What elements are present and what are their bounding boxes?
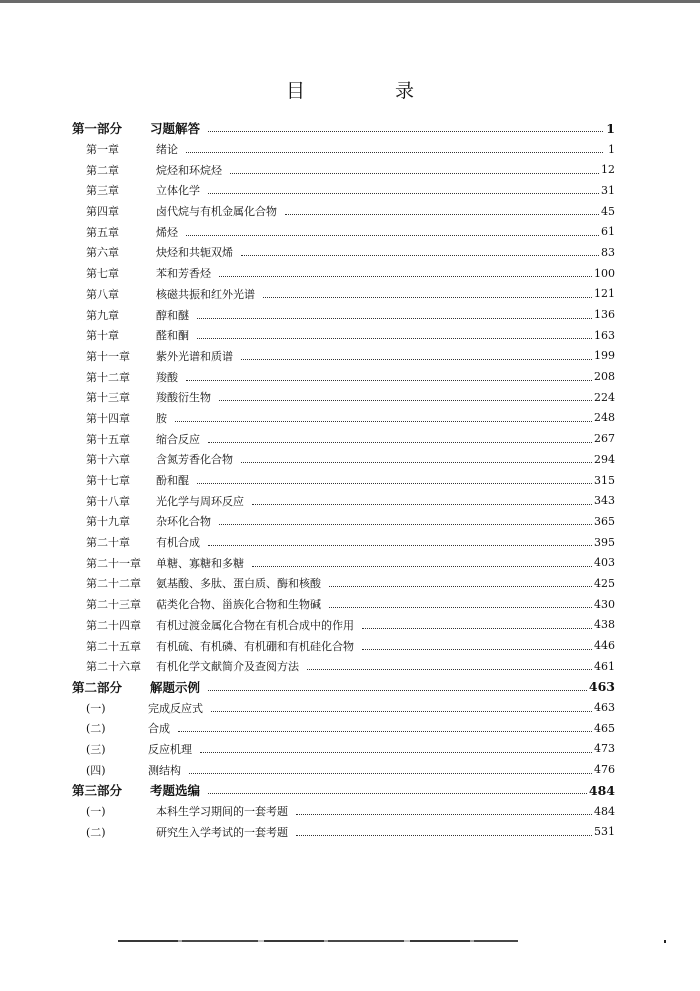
page-number: 163	[594, 328, 615, 342]
page-number: 121	[594, 287, 615, 301]
entry-number: 第二十五章	[86, 639, 141, 653]
entry-title: 完成反应式	[148, 701, 203, 715]
entry-number: 第十六章	[86, 453, 130, 467]
dot-leader	[186, 234, 599, 236]
dot-leader	[208, 689, 587, 691]
page-number: 31	[601, 183, 615, 197]
part-title: 解题示例	[150, 679, 201, 695]
entry-title: 核磁共振和红外光谱	[156, 287, 255, 301]
toc-entry[interactable]	[72, 739, 615, 760]
entry-number: 第十章	[86, 329, 119, 343]
toc-entry[interactable]	[72, 139, 615, 160]
page-number: 430	[594, 597, 615, 611]
dot-leader	[296, 834, 592, 836]
entry-title: 醛和酮	[156, 329, 189, 343]
toc-part-heading[interactable]	[72, 118, 615, 139]
page-number: 12	[601, 163, 615, 177]
toc-entry[interactable]	[72, 697, 615, 718]
entry-title: 研究生入学考试的一套考题	[156, 825, 288, 839]
entry-title: 烷烃和环烷烃	[156, 163, 222, 177]
page-number: 199	[594, 349, 615, 363]
entry-title: 卤代烷与有机金属化合物	[156, 205, 277, 219]
dot-leader	[197, 337, 592, 339]
entry-title: 杂环化合物	[156, 515, 211, 529]
toc-entry[interactable]	[72, 759, 615, 780]
page-number: 315	[594, 473, 615, 487]
dot-leader	[178, 730, 592, 732]
dot-leader	[211, 710, 592, 712]
entry-number: (四)	[86, 763, 106, 777]
page-number: 343	[594, 494, 615, 508]
page-number: 365	[594, 514, 615, 528]
entry-number: (一)	[86, 701, 106, 715]
entry-title: 萜类化合物、甾族化合物和生物碱	[156, 598, 321, 612]
entry-title: 反应机理	[148, 742, 192, 756]
entry-number: 第四章	[86, 205, 119, 219]
toc-part-heading[interactable]	[72, 677, 615, 698]
part-number: 第一部分	[72, 121, 123, 137]
toc-entry[interactable]	[72, 594, 615, 615]
page-number: 45	[601, 204, 615, 218]
dot-leader	[362, 627, 592, 629]
entry-number: 第十四章	[86, 411, 130, 425]
dot-leader	[329, 585, 592, 587]
page-number: 463	[588, 679, 615, 695]
toc-entry[interactable]	[72, 408, 615, 429]
top-border-line	[0, 0, 700, 3]
dot-leader	[252, 503, 592, 505]
dot-leader	[197, 317, 592, 319]
dot-leader	[241, 254, 599, 256]
entry-title: 含氮芳香化合物	[156, 453, 233, 467]
toc-entry[interactable]	[72, 180, 615, 201]
page-title: 目 录	[285, 80, 457, 102]
dot-leader	[241, 461, 592, 463]
entry-title: 有机硫、有机磷、有机硼和有机硅化合物	[156, 639, 354, 653]
entry-number: 第二十六章	[86, 660, 141, 674]
entry-number: (三)	[86, 742, 106, 756]
toc-entry[interactable]	[72, 449, 615, 470]
entry-number: 第十三章	[86, 391, 130, 405]
page-number: 461	[594, 659, 615, 673]
page-number: 438	[594, 618, 615, 632]
page-number: 531	[594, 825, 615, 839]
page-number: 100	[594, 266, 615, 280]
toc-entry[interactable]	[72, 615, 615, 636]
entry-title: 酚和醌	[156, 474, 189, 488]
dot-leader	[197, 482, 592, 484]
dot-leader	[175, 420, 592, 422]
toc-entry[interactable]	[72, 201, 615, 222]
page-number: 463	[594, 701, 615, 715]
entry-number: (二)	[86, 722, 106, 736]
toc-entry[interactable]	[72, 221, 615, 242]
page-number: 248	[594, 411, 615, 425]
dot-leader	[208, 792, 587, 794]
entry-title: 醇和醚	[156, 308, 189, 322]
dot-leader	[186, 151, 603, 153]
table-of-contents	[72, 118, 615, 842]
entry-title: 苯和芳香烃	[156, 267, 211, 281]
toc-entry[interactable]	[72, 801, 615, 822]
page-number: 136	[594, 308, 615, 322]
dot-leader	[219, 523, 592, 525]
footer-mark	[664, 940, 666, 943]
dot-leader	[307, 668, 592, 670]
entry-title: 合成	[148, 722, 170, 736]
entry-title: 羧酸	[156, 370, 178, 384]
entry-title: 有机过渡金属化合物在有机合成中的作用	[156, 618, 354, 632]
dot-leader	[329, 606, 592, 608]
page-number: 425	[594, 576, 615, 590]
toc-entry[interactable]	[72, 159, 615, 180]
entry-number: 第二章	[86, 163, 119, 177]
entry-title: 紫外光谱和质谱	[156, 349, 233, 363]
page-number: 484	[594, 804, 615, 818]
page-number: 224	[594, 390, 615, 404]
toc-entry[interactable]	[72, 366, 615, 387]
toc-entry[interactable]	[72, 821, 615, 842]
toc-entry[interactable]	[72, 490, 615, 511]
toc-entry[interactable]	[72, 532, 615, 553]
toc-entry[interactable]	[72, 346, 615, 367]
entry-title: 羧酸衍生物	[156, 391, 211, 405]
dot-leader	[186, 379, 592, 381]
entry-title: 绪论	[156, 143, 178, 157]
dot-leader	[200, 751, 592, 753]
dot-leader	[230, 172, 599, 174]
toc-entry[interactable]	[72, 656, 615, 677]
toc-entry[interactable]	[72, 573, 615, 594]
toc-entry[interactable]	[72, 304, 615, 325]
page-number: 403	[594, 556, 615, 570]
toc-entry[interactable]	[72, 470, 615, 491]
page-number: 476	[594, 763, 615, 777]
entry-title: 缩合反应	[156, 432, 200, 446]
part-title: 考题选编	[150, 783, 201, 799]
page-number: 1	[608, 142, 615, 156]
page-number: 1	[606, 120, 615, 136]
entry-number: 第五章	[86, 225, 119, 239]
dot-leader	[208, 130, 603, 132]
entry-number: 第十七章	[86, 474, 130, 488]
entry-number: 第十五章	[86, 432, 130, 446]
dot-leader	[285, 213, 599, 215]
dot-leader	[241, 358, 592, 360]
page-number: 208	[594, 370, 615, 384]
entry-number: 第一章	[86, 143, 119, 157]
entry-title: 炔烃和共轭双烯	[156, 246, 233, 260]
entry-number: 第十二章	[86, 370, 130, 384]
toc-entry[interactable]	[72, 325, 615, 346]
entry-title: 光化学与周环反应	[156, 494, 244, 508]
entry-title: 烯烃	[156, 225, 178, 239]
footer-rule	[118, 940, 518, 942]
part-number: 第二部分	[72, 679, 123, 695]
part-number: 第三部分	[72, 783, 123, 799]
entry-number: 第六章	[86, 246, 119, 260]
toc-entry[interactable]	[72, 428, 615, 449]
dot-leader	[208, 441, 592, 443]
dot-leader	[263, 296, 592, 298]
dot-leader	[252, 565, 592, 567]
page-number: 83	[601, 245, 615, 259]
dot-leader	[362, 648, 592, 650]
dot-leader	[208, 544, 592, 546]
page-number: 61	[601, 225, 615, 239]
dot-leader	[189, 772, 592, 774]
entry-title: 立体化学	[156, 184, 200, 198]
page-number: 473	[594, 742, 615, 756]
dot-leader	[208, 192, 599, 194]
entry-number: 第十一章	[86, 349, 130, 363]
page-number: 465	[594, 721, 615, 735]
entry-number: 第二十四章	[86, 618, 141, 632]
toc-entry[interactable]	[72, 284, 615, 305]
toc-entry[interactable]	[72, 242, 615, 263]
page-number: 484	[588, 782, 615, 798]
part-title: 习题解答	[150, 121, 201, 137]
page-number: 395	[594, 535, 615, 549]
entry-number: 第二十章	[86, 536, 130, 550]
entry-number: (二)	[86, 825, 106, 839]
entry-title: 胺	[156, 411, 167, 425]
entry-number: 第十八章	[86, 494, 130, 508]
dot-leader	[219, 399, 592, 401]
toc-entry[interactable]	[72, 511, 615, 532]
entry-number: 第三章	[86, 184, 119, 198]
entry-number: 第十九章	[86, 515, 130, 529]
entry-title: 有机化学文献简介及查阅方法	[156, 660, 299, 674]
toc-entry[interactable]	[72, 263, 615, 284]
entry-number: 第二十二章	[86, 577, 141, 591]
toc-entry[interactable]	[72, 552, 615, 573]
entry-title: 单糖、寡糖和多糖	[156, 556, 244, 570]
dot-leader	[219, 275, 592, 277]
entry-number: (一)	[86, 805, 106, 819]
entry-number: 第二十一章	[86, 556, 141, 570]
entry-title: 有机合成	[156, 536, 200, 550]
entry-number: 第九章	[86, 308, 119, 322]
toc-part-heading[interactable]	[72, 780, 615, 801]
dot-leader	[296, 813, 592, 815]
entry-title: 本科生学习期间的一套考题	[156, 805, 288, 819]
entry-title: 测结构	[148, 763, 181, 777]
page-number: 267	[594, 432, 615, 446]
entry-title: 氨基酸、多肽、蛋白质、酶和核酸	[156, 577, 321, 591]
entry-number: 第二十三章	[86, 598, 141, 612]
toc-entry[interactable]	[72, 387, 615, 408]
entry-number: 第七章	[86, 267, 119, 281]
page-number: 294	[594, 452, 615, 466]
toc-entry[interactable]	[72, 718, 615, 739]
entry-number: 第八章	[86, 287, 119, 301]
page-number: 446	[594, 639, 615, 653]
toc-entry[interactable]	[72, 635, 615, 656]
